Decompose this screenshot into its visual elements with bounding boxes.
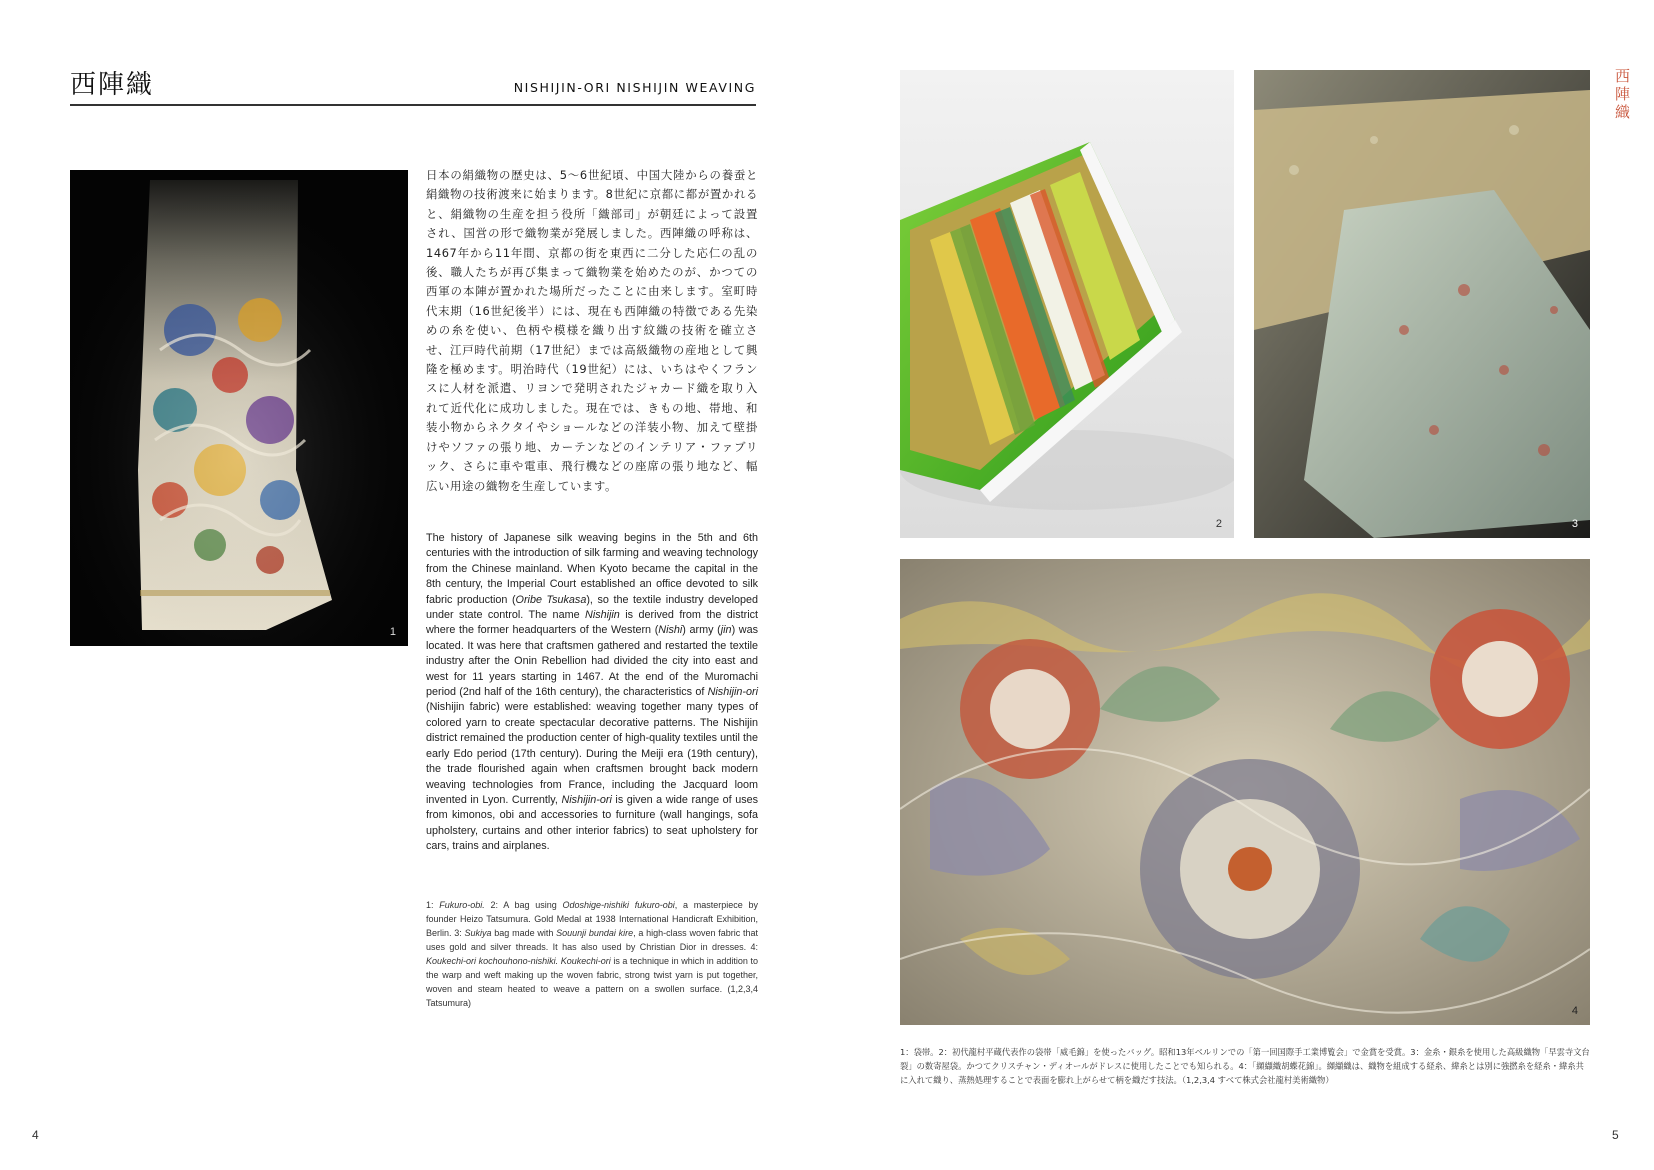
page-title-jp: 西陣織 (70, 70, 155, 100)
caption-jp: 1：袋帯。2：初代龍村平蔵代表作の袋帯「威毛錦」を使ったバッグ。昭和13年ベルリンでの「第一回国際手工業博覧会」で金賞を受賞。3：金糸・銀糸を使用した高級織物「早雲寺文台裂」の数寄屋袋。かつてクリスチャン・ディオールがドレスに使用したことでも知られる。4：「纐纈織胡蝶花錦」。纐纈織は、織物を組成する経糸、緯糸とは別に強撚糸を経糸・緯糸共に入れて織り、蒸熱処理することで表面を膨れ上がらせて柄を織だす技法。（1,2,3,4 すべて株式会社龍村美術織物） (900, 1047, 1590, 1085)
caption-en: 1: Fukuro-obi. 2: A bag using Odoshige-nishiki fukuro-obi, a masterpiece by founder Heizo Tatsumura. Gold Medal at 1938 International Handicraft Exhibition, Berlin. 3: Sukiya bag made with Souunji bundai kire, a high-class woven fabric that uses gold and silver threads. It has also used by Christian Dior in dresses. 4: Koukechi-ori kochouhono-nishiki. Koukechi-ori is a technique in which in addition to the warp and weft making up the woven fabric, strong twist yarn is put together, woven and steam heated to weave a pattern on a swollen surface. (1,2,3,4 Tatsumura) (426, 900, 758, 1008)
photo-number: 4 (1571, 1005, 1578, 1017)
page-title-en: NISHIJIN-ORI NISHIJIN WEAVING (513, 80, 756, 95)
photo-sukiya-bag (1254, 70, 1590, 538)
page-number-left: 4 (32, 1128, 39, 1142)
side-tab-label: 西陣織 (1613, 68, 1631, 122)
photo-green-bag (900, 70, 1234, 538)
body-text-jp: 日本の絹織物の歴史は、5〜6世紀頃、中国大陸からの養蚕と絹織物の技術渡来に始まります。8世紀に京都に都が置かれると、絹織物の生産を担う役所「織部司」が朝廷によって設置され、国営の形で織物業が発展しました。西陣織の呼称は、1467年から11年間、京都の街を東西に二分した応仁の乱の後、職人たちが再び集まって織物業を始めたのが、かつての西軍の本陣が置かれた場所だったことに由来します。室町時代末期（16世紀後半）には、現在も西陣織の特徴である先染めの糸を使い、色柄や模様を織り出す紋織の技術を確立させ、江戸時代前期（17世紀）までは高級織物の産地として興隆を極めます。明治時代（19世紀）には、いちはやくフランスに人材を派遣、リヨンで発明されたジャカード織を取り入れて近代化に成功しました。現在では、きもの地、帯地、和装小物からネクタイやショールなどの洋装小物、加えて壁掛けやソファの張り地、カーテンなどのインテリア・ファブリック、さらに車や電車、飛行機などの座席の張り地など、幅広い用途の織物を生産しています。 (426, 168, 758, 493)
photo-number: 3 (1571, 518, 1578, 530)
photo-number: 1 (389, 626, 396, 638)
photo-number: 2 (1215, 518, 1222, 530)
body-text-en: The history of Japanese silk weaving begins in the 5th and 6th centuries with the introduction of silk farming and weaving technology from the Chinese mainland. When Kyoto became the capital in the 8th century, the Imperial Court established an office devoted to silk fabric production (Oribe Tsukasa), so the textile industry developed under state control. The name Nishijin is derived from the district where the former headquarters of the Western (Nishi) army (jin) was located. It was here that craftsmen gathered and restarted the textile industry after the Onin Rebellion had divided the city into east and west for 11 years starting in 1467. At the end of the Muromachi period (2nd half of the 16th century), the characteristics of Nishijin-ori (Nishijin fabric) were established: weaving together many types of colored yarn to create spectacular decorative patterns. The Nishijin district remained the production center of high-quality textiles until the early Edo period (17th century). During the Meiji era (19th century), the trade flourished again when craftsmen brought back modern weaving technologies from France, including the Jacquard loom invented in Lyon. Currently, Nishijin-ori is given a wide range of uses from kimonos, obi and accessories to furniture (wall hangings, sofa upholstery, curtains and other interior fabrics) to seat upholstery for cars, trains and airplanes. (426, 532, 759, 853)
photo-fukuro-obi (70, 170, 408, 646)
page-number-right: 5 (1612, 1128, 1619, 1142)
photo-koukechi-ori (900, 559, 1590, 1025)
title-divider (70, 104, 756, 106)
